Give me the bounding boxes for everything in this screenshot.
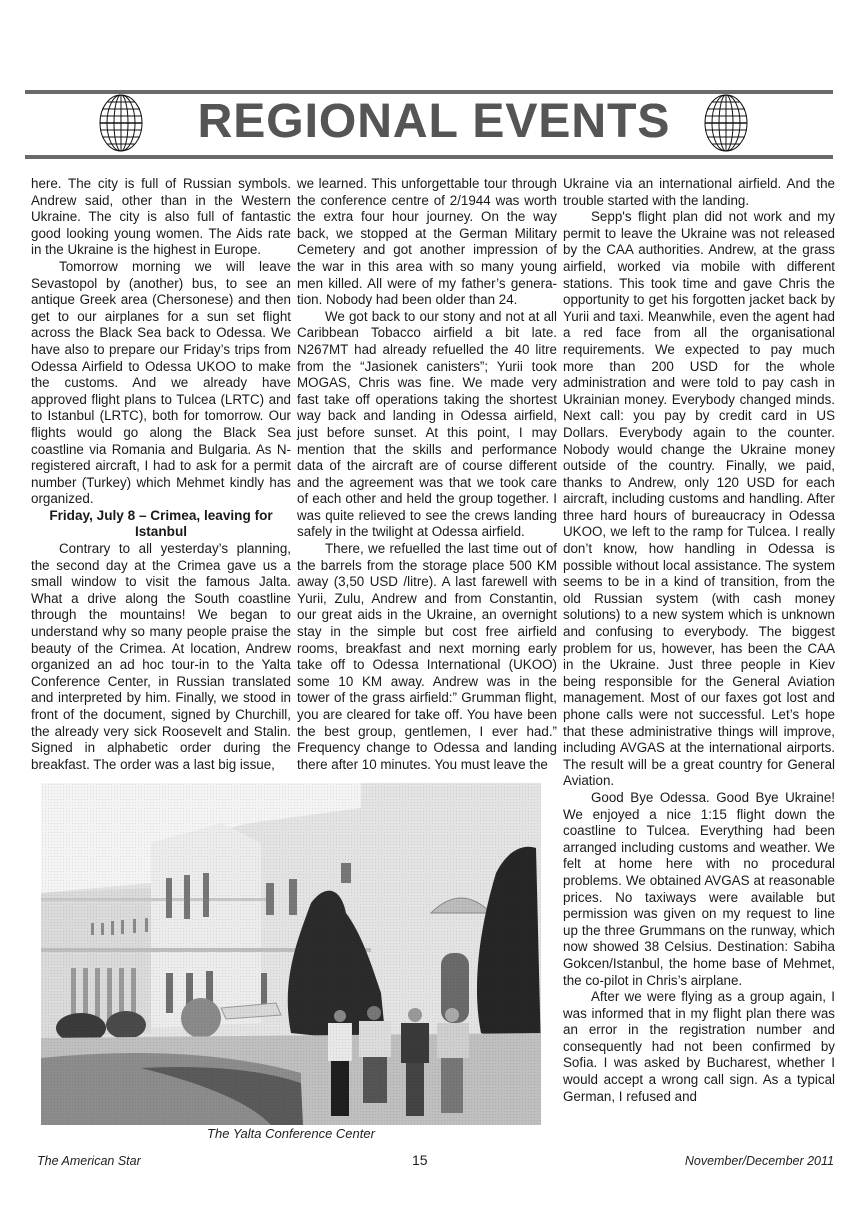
article-column-3 [563, 176, 835, 1105]
subheading: Friday, July 8 – Crimea, leaving for Istanbul [49, 507, 273, 540]
photo-caption: The Yalta Conference Center [207, 1126, 375, 1141]
section-title: REGIONAL EVENTS [197, 95, 671, 148]
paragraph: Ukraine via an international airfield. And the trouble started with the landing. [563, 176, 835, 208]
paragraph: Good Bye Odessa. Good Bye Ukraine! We enjoyed a nice 1:15 flight down the coastline to Tulcea. Everything had been arranged including customs and weather. We felt at home here with no procedural problems. We obtained AVGAS at reasonable prices. No taxiways were available but permission was given on my request to line up the three Grummans on the runway, which now showed 38 Celsius. Destination: Sabiha Gokcen/Istanbul, the home base of Mehmet, the co-pilot in Chris’s airplane. [563, 789, 835, 988]
header-rule-bottom [25, 155, 833, 159]
article-column-1 [31, 176, 291, 773]
paragraph: we learned. This unforgettable tour through the conference centre of 2/1944 was worth the extra four hour journey. On the way back, we stopped at the German Military Cemetery and got another impression of the war in this area with so many young men killed. All were of my father’s generation. Nobody had been older than 24. [297, 176, 557, 308]
paragraph: here. The city is full of Russian symbols. Andrew said, other than in the Western Ukraine. The city is also full of fantastic good looking young women. The Aids rate in the Ukraine is the highest in Europe. [31, 176, 291, 258]
paragraph: We got back to our stony and not at all Caribbean Tobacco airfield a bit late. N267MT had already refuelled the 40 litre from the “Jasionek canisters”; Yurii took MOGAS, Chris was fine. We made very fast take off operations taking the shortest way back and landing in Odessa airfield, just before sunset. At this point, I may mention that the skills and performance data of the aircraft are of course different and the agreement was that we took care of each other and held the group together. I was quite relieved to see the crews landing safely in the twilight at Odessa airfield. [297, 308, 557, 540]
yalta-photo [41, 783, 541, 1125]
paragraph: Contrary to all yesterday’s planning, the second day at the Crimea gave us a small window to visit the famous Jalta. What a drive along the South coastline through the mountains! We began to understand why so many people praise the beauty of the Crimea. At location, Andrew organized an ad hoc tour-in to the Yalta Conference Center, in Russian translated and interpreted by him. Finally, we stood in front of the document, signed by Churchill, the already very sick Roosevelt and Stalin. Signed in alphabetic order during the breakfast. The order was a last big issue, [31, 541, 291, 772]
paragraph: Sepp's flight plan did not work and my permit to leave the Ukraine was not released by the CAA authorities. Andrew, at the grass airfield, worked via mobile with different stations. This took time and gave Chris the opportunity to get his forgotten jacket back by Yurii and taxi. Meanwhile, even the agent had a red face from all the organisational requirements. We expected to pay much more than 200 USD for the whole administration and were told to pay cash in Ukrainian money. Everybody changed minds. Next call: you pay by credit card in US Dollars. Everybody again to the counter. Nobody would change the Ukraine money outside of the country. Finally, we paid, thanks to Andrew, only 120 USD for each aircraft, including customs and handling. After three hard hours of bureaucracy in Odessa UKOO, we left to the ramp for Tulcea. I really don’t know, how handling in Odessa is possible without local assistance. The system seems to be in a kind of transition, from the old Russian system (with cash money solutions) to a new system which is unknown and confusing to everybody. The biggest problem for us, however, has been the CAA in the Ukraine. Just three people in Kiev being responsible for the General Aviation management. Most of our faxes got lost and phone calls were not successful. Let’s hope that these administrative things will improve, including AVGAS at the international airports. The result will be a great country for General Aviation. [563, 209, 835, 789]
paragraph: There, we refuelled the last time out of the barrels from the storage place 500 KM away (3,50 USD /litre). A last farewell with Yurii, Zulu, Andrew and from Constantin, our great aids in the Ukraine, an overnight stay in the simple but cost free airfield rooms, breakfast and next morning early take off to Odessa International (UKOO) some 10 KM away. Andrew was in the tower of the grass airfield:” Grumman flight, you are cleared for take off. You have been the best group, gentlemen, I ever had.” Frequency change to Odessa and landing there after 10 minutes. You must leave the [297, 541, 557, 772]
page-number: 15 [412, 1152, 428, 1168]
publication-name: The American Star [37, 1154, 141, 1168]
paragraph: After we were flying as a group again, I was informed that in my flight plan there was an error in the registration number and consequently had not been confirmed by Sofia. I was asked by Bucharest, whether I would accept a wrong call sign. As a typical German, I refused and [563, 989, 835, 1104]
article-column-2 [297, 176, 557, 773]
paragraph: Tomorrow morning we will leave Sevastopol by (another) bus, to see an antique Greek area (Chersonese) and then get to our airplanes for a sun set flight across the Black Sea back to Odessa. We have also to prepare our Friday’s trips from Odessa Airfield to Odessa UKOO to make the customs. And we already have approved flight plans to Tulcea (LRTC) and to Istanbul (LRTC), both for tomorrow. Our flights would go along the Black Sea coastline via Romania and Bulgaria. As N- registered aircraft, I had to ask for a permit number (Turkey) which Mehmet kindly has organized. [31, 258, 291, 507]
issue-date: November/December 2011 [684, 1154, 834, 1168]
